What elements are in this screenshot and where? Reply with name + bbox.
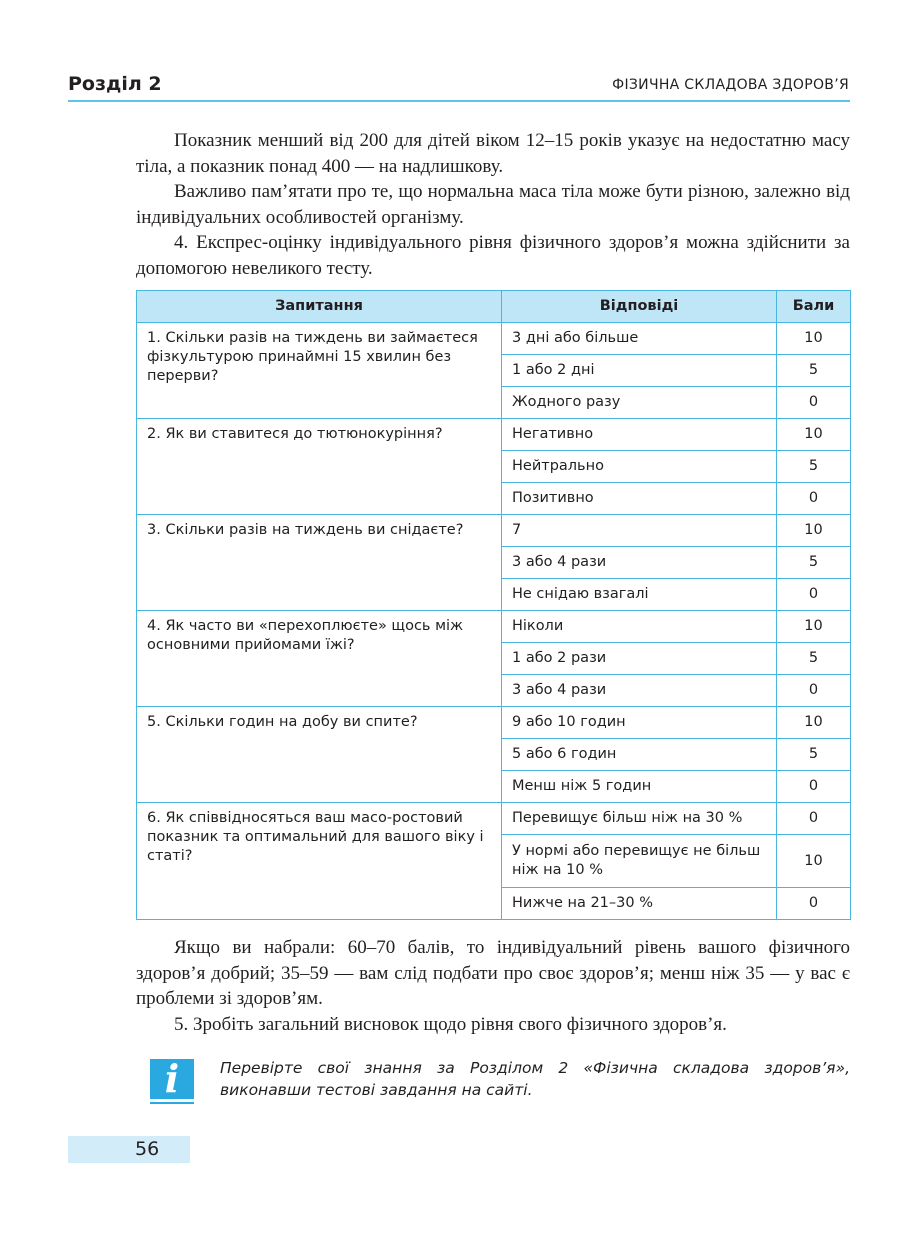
table-row <box>137 323 851 355</box>
question-cell: 4. Як часто ви «перехоплюєте» щось між основними прийомами їжі? <box>137 611 502 707</box>
info-icon: i <box>150 1059 194 1099</box>
points-cell: 5 <box>777 547 851 579</box>
health-test-table <box>136 290 851 920</box>
answer-cell: 3 або 4 рази <box>502 547 777 579</box>
answer-cell: 1 або 2 дні <box>502 355 777 387</box>
points-cell: 0 <box>777 387 851 419</box>
points-cell: 5 <box>777 739 851 771</box>
answer-cell: Позитивно <box>502 483 777 515</box>
points-cell: 0 <box>777 803 851 835</box>
answer-cell: 3 дні або більше <box>502 323 777 355</box>
answer-cell: 3 або 4 рази <box>502 675 777 707</box>
paragraph: 4. Експрес-оцінку індивідуального рівня фізичного здоров’я можна здійснити за допомогою невеликого тесту. <box>136 232 850 279</box>
info-note: Перевірте свої знання за Розділом 2 «Фізична складова здоров’я», виконавши тестові завдання на сайті. <box>220 1059 850 1099</box>
question-cell: 3. Скільки разів на тиждень ви снідаєте? <box>137 515 502 611</box>
points-cell: 0 <box>777 675 851 707</box>
table-row <box>137 707 851 739</box>
paragraph: Важливо пам’ятати про те, що нормальна маса тіла може бути різною, залежно від індивідуальних особливостей організму. <box>136 181 850 228</box>
answer-cell: 5 або 6 годин <box>502 739 777 771</box>
answer-cell: Нижче на 21–30 % <box>502 888 777 920</box>
answer-cell: 9 або 10 годин <box>502 707 777 739</box>
points-cell: 10 <box>777 419 851 451</box>
answer-cell: Жодного разу <box>502 387 777 419</box>
question-cell: 2. Як ви ставитеся до тютюнокуріння? <box>137 419 502 515</box>
answer-cell: Ніколи <box>502 611 777 643</box>
table-row <box>137 419 851 451</box>
info-icon-underline <box>150 1102 194 1104</box>
table-row <box>137 515 851 547</box>
table-row <box>137 611 851 643</box>
answer-cell: Негативно <box>502 419 777 451</box>
points-cell: 0 <box>777 579 851 611</box>
points-cell: 0 <box>777 771 851 803</box>
answer-cell: 1 або 2 рази <box>502 643 777 675</box>
answer-cell: Нейтрально <box>502 451 777 483</box>
paragraph: Показник менший від 200 для дітей віком 12–15 років указує на недостатню масу тіла, а показник понад 400 — на надлишкову. <box>136 130 850 177</box>
page-number: 56 <box>135 1138 160 1160</box>
question-cell: 1. Скільки разів на тиждень ви займаєтеся фізкультурою принаймні 15 хвилин без перерви? <box>137 323 502 419</box>
chapter-title: ФІЗИЧНА СКЛАДОВА ЗДОРОВ’Я <box>612 77 849 93</box>
points-cell: 5 <box>777 451 851 483</box>
points-cell: 10 <box>777 515 851 547</box>
answer-cell: Менш ніж 5 годин <box>502 771 777 803</box>
column-header-answers: Відповіді <box>502 291 777 323</box>
answer-cell: Не снідаю взагалі <box>502 579 777 611</box>
points-cell: 5 <box>777 643 851 675</box>
table-header-row <box>137 291 851 323</box>
question-cell: 5. Скільки годин на добу ви спите? <box>137 707 502 803</box>
outro-text <box>136 935 850 1037</box>
points-cell: 0 <box>777 483 851 515</box>
points-cell: 0 <box>777 888 851 920</box>
points-cell: 10 <box>777 707 851 739</box>
table-row <box>137 803 851 835</box>
points-cell: 10 <box>777 835 851 888</box>
page-number-band <box>68 1136 190 1163</box>
section-label: Розділ 2 <box>68 73 162 95</box>
question-cell: 6. Як співвідносяться ваш масо-ростовий показник та оптимальний для вашого віку і статі? <box>137 803 502 920</box>
points-cell: 10 <box>777 323 851 355</box>
header-divider <box>68 100 850 102</box>
points-cell: 10 <box>777 611 851 643</box>
answer-cell: 7 <box>502 515 777 547</box>
column-header-points: Бали <box>777 291 851 323</box>
answer-cell: У нормі або перевищує не більш ніж на 10 % <box>502 835 777 888</box>
answer-cell: Перевищує більш ніж на 30 % <box>502 803 777 835</box>
paragraph: Якщо ви набрали: 60–70 балів, то індивідуальний рівень вашого фізичного здоров’я добрий; 35–59 — вам слід подбати про своє здоров’я; менш ніж 35 — у вас є проблеми зі здоров’ям. <box>136 937 850 1009</box>
paragraph: 5. Зробіть загальний висновок щодо рівня свого фізичного здоров’я. <box>174 1013 727 1035</box>
intro-text <box>136 128 850 281</box>
points-cell: 5 <box>777 355 851 387</box>
column-header-question: Запитання <box>137 291 502 323</box>
